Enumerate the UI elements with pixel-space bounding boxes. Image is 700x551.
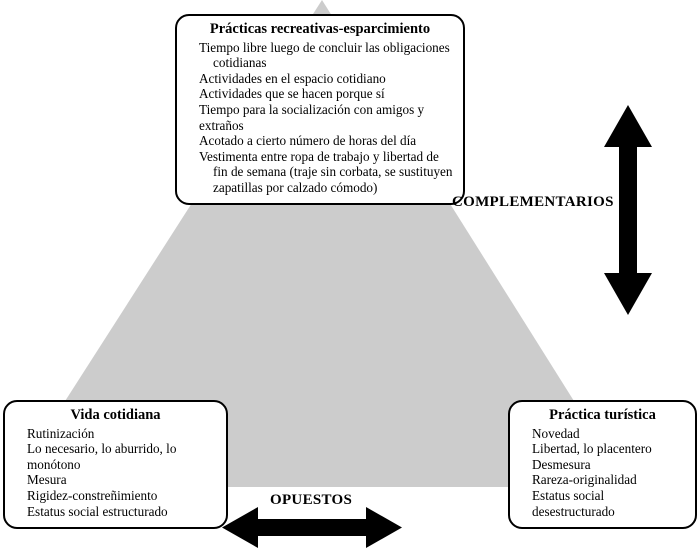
horizontal-double-arrow bbox=[222, 505, 402, 550]
list-item: Tiempo libre luego de concluir las obligaciones cotidianas bbox=[199, 39, 450, 71]
top-box-list bbox=[185, 40, 455, 196]
complementarios-label: COMPLEMENTARIOS bbox=[452, 194, 614, 210]
top-box-title: Prácticas recreativas-esparcimiento bbox=[209, 21, 431, 37]
opuestos-label: OPUESTOS bbox=[270, 492, 353, 508]
list-item: Rigidez-constreñimiento bbox=[27, 487, 158, 503]
list-item: Actividades en el espacio cotidiano bbox=[199, 70, 386, 86]
list-item: Vestimenta entre ropa de trabajo y libertad de fin de semana (traje sin corbata, se sustituyen zapatillas por calzado cómodo) bbox=[199, 148, 453, 195]
left-box-list bbox=[13, 426, 218, 519]
list-item: Estatus social desestructurado bbox=[532, 487, 615, 519]
list-item: Actividades que se hacen porque sí bbox=[199, 86, 385, 102]
list-item: Estatus social estructurado bbox=[27, 503, 168, 519]
double-arrow-shape bbox=[222, 507, 402, 548]
list-item: Rareza-originalidad bbox=[532, 472, 637, 488]
left-concept-box bbox=[3, 400, 228, 529]
right-box-list bbox=[518, 426, 687, 519]
list-item: Acotado a cierto número de horas del día bbox=[199, 133, 417, 149]
list-item: Desmesura bbox=[532, 456, 591, 472]
list-item: Tiempo para la socialización con amigos y extraños bbox=[199, 101, 425, 133]
top-concept-box bbox=[175, 14, 465, 205]
list-item: Lo necesario, lo aburrido, lo monótono bbox=[27, 441, 177, 472]
right-box-title: Práctica turística bbox=[549, 407, 656, 423]
list-item: Libertad, lo placentero bbox=[532, 441, 652, 457]
right-concept-box bbox=[508, 400, 697, 529]
list-item: Novedad bbox=[532, 425, 580, 441]
list-item: Rutinización bbox=[27, 425, 95, 441]
left-box-title: Vida cotidiana bbox=[70, 407, 161, 423]
list-item: Mesura bbox=[27, 472, 67, 488]
